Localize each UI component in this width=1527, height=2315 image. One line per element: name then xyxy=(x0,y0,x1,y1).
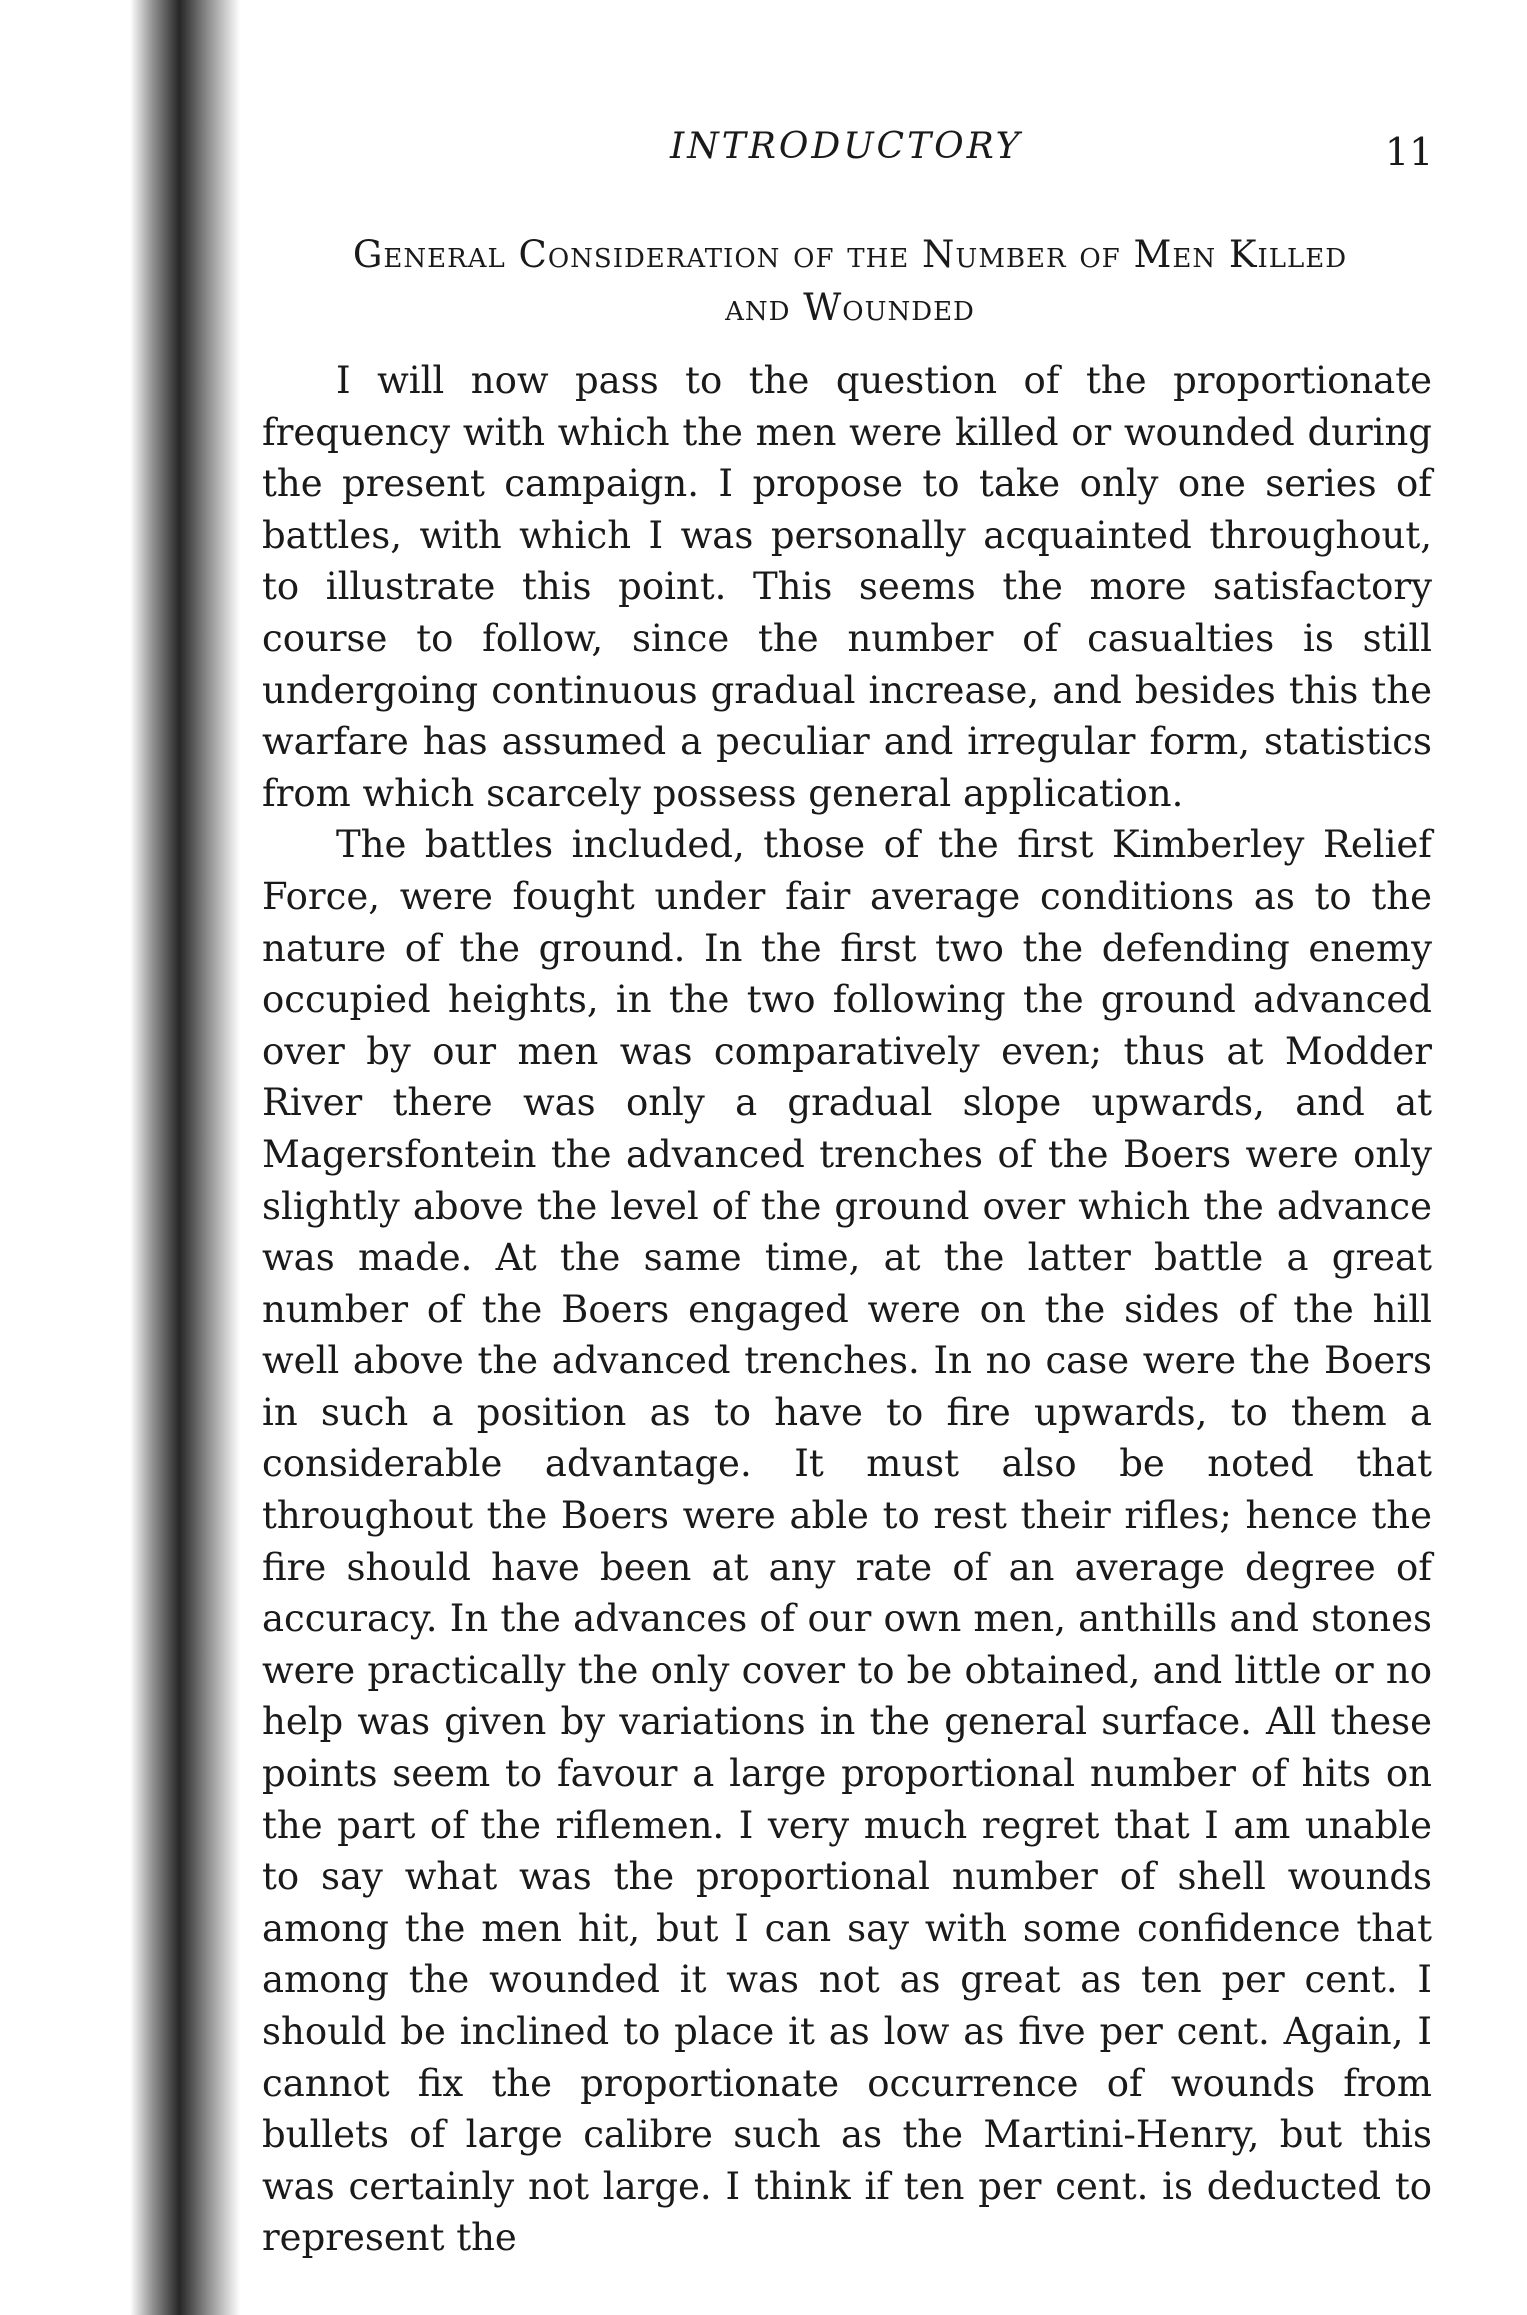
paragraph-1: I will now pass to the question of the proportionate frequency with which the men were killed or wounded during the present campaign. I propose to take only one series of battles, with which I was personally acquainted throughout, to illustrate this point. This seems the more satisfactory course to follow, since the number of casualties is still undergoing continuous gradual increase, and besides this the warfare has assumed a peculiar and irregular form, statistics from which scarcely possess general application. xyxy=(262,359,1432,815)
paragraph-2: The battles included, those of the first Kimberley Relief Force, were fought under fair average conditions as to the nature of the ground. In the first two the defending enemy occupied heights, in the two following the ground advanced over by our men was comparatively even; thus at Modder River there was only a gradual slope upwards, and at Magersfontein the advanced trenches of the Boers were only slightly above the level of the ground over which the advance was made. At the same time, at the latter battle a great number of the Boers engaged were on the sides of the hill well above the advanced trenches. In no case were the Boers in such a position as to have to fire upwards, to them a considerable advantage. It must also be noted that throughout the Boers were able to rest their rifles; hence the fire should have been at any rate of an average degree of accuracy. In the advances of our own men, anthills and stones were practically the only cover to be obtained, and little or no help was given by variations in the general surface. All these points seem to favour a large proportional number of hits on the part of the riflemen. I very much regret that I am unable to say what was the proportional number of shell wounds among the men hit, but I can say with some confidence that among the wounded it was not as great as ten per cent. I should be inclined to place it as low as five per cent. Again, I cannot fix the proportionate occurrence of wounds from bullets of large calibre such as the Martini-Henry, but this was certainly not large. I think if ten per cent. is deducted to represent the xyxy=(262,823,1432,2260)
section-heading xyxy=(255,228,1445,334)
page-number: 11 xyxy=(1385,130,1434,174)
running-title: INTRODUCTORY xyxy=(670,126,1023,167)
binding-gutter-shadow xyxy=(130,0,240,2315)
section-heading-line-2: and Wounded xyxy=(725,286,975,329)
running-head xyxy=(0,118,1527,178)
section-heading-line-1: General Consideration of the Number of Men Killed xyxy=(352,233,1348,276)
body-text xyxy=(262,355,1432,2264)
